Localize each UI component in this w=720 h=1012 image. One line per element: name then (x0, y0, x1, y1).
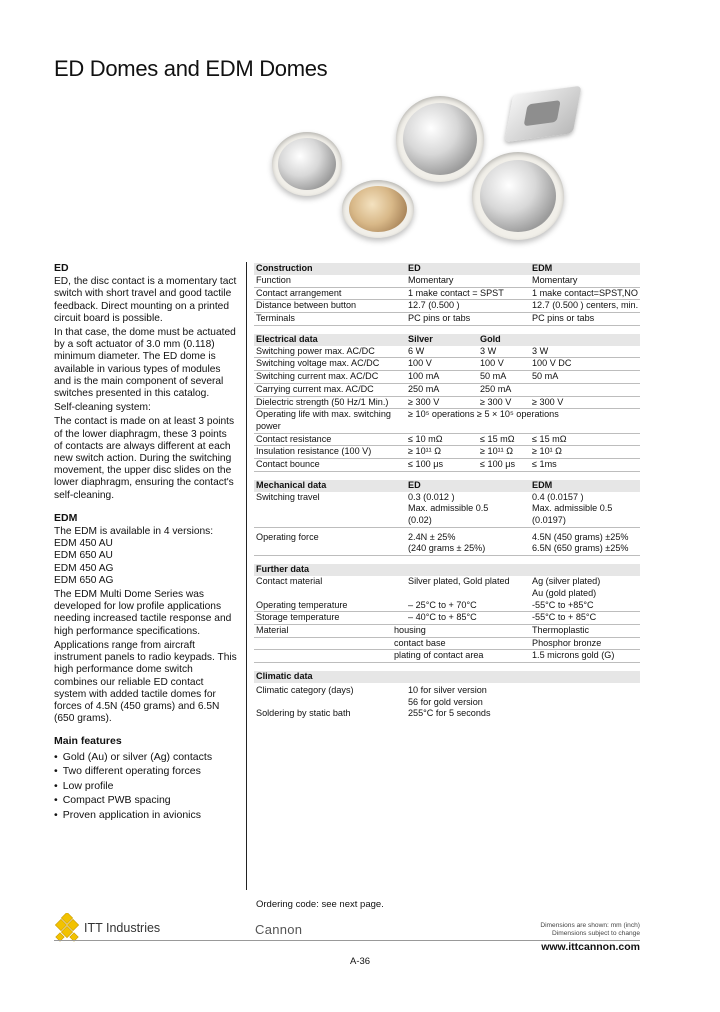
table-row (254, 685, 640, 708)
feature-item: • Gold (Au) or silver (Ag) contacts (54, 750, 238, 765)
gold-value: 3 W (480, 345, 497, 356)
row-label: Insulation resistance (100 V) (256, 446, 372, 457)
table-row (254, 708, 640, 720)
ed-paragraph: The contact is made on at least 3 points of the lower diaphragm, these 3 points of contacts are always different at each new switch action. During the switching movement, the upper disc slides on the lower diaphragm, ensuring the contact's self-cleaning. (54, 416, 235, 501)
col-ed: ED (408, 263, 421, 273)
table-row (254, 459, 640, 472)
row-label: Operating force (256, 531, 319, 542)
table-row (254, 434, 640, 447)
climatic-header (254, 671, 640, 683)
ed-value: – 40°C to + 85°C (408, 612, 477, 623)
edm-value: Au (gold plated) (532, 587, 597, 598)
silver-value: 100 mA (408, 371, 440, 382)
feature-item: • Proven application in avionics (54, 808, 238, 823)
edm-paragraph: The EDM is available in 4 versions: (54, 526, 214, 538)
electrical-header (254, 334, 640, 346)
metal-bracket (504, 86, 581, 143)
edm-dome-large (472, 152, 564, 240)
edm-value: ≥ 300 V (532, 396, 564, 407)
row-label: Switching travel (256, 491, 320, 502)
material-value: 1.5 microns gold (G) (532, 650, 615, 661)
gold-value: ≥ 300 V (480, 396, 512, 407)
edm-version: EDM 450 AG (54, 562, 114, 574)
table-row (254, 313, 640, 326)
section-title: Electrical data (256, 333, 318, 344)
material-value: Phosphor bronze (532, 637, 602, 648)
ed-value: Silver plated, Gold plated (408, 576, 510, 587)
table-row (254, 446, 640, 459)
table-row (254, 600, 640, 613)
edm-value: ≤ 15 mΩ (532, 433, 567, 444)
row-label: Operating life with max. switching (256, 409, 391, 420)
table-row (254, 612, 640, 625)
ed-value: 12.7 (0.500 ) (408, 300, 460, 311)
ed-paragraph: ED, the disc contact is a momentary tact switch with short travel and good tactile feedback. Direct mounting on a printed circuit board is possible. (54, 276, 237, 324)
table-row (254, 532, 640, 556)
row-label: Switching power max. AC/DC (256, 345, 375, 356)
edm-dome-gold (342, 180, 414, 238)
row-label: Carrying current max. AC/DC (256, 383, 374, 394)
further-header (254, 564, 640, 576)
material-part: housing (394, 624, 426, 635)
row-label: Function (256, 275, 291, 285)
ed-value: – 25°C to + 70°C (408, 599, 477, 610)
ed-dome-large (396, 96, 484, 182)
table-row (254, 576, 640, 599)
edm-value: 6.5N (650 grams) ±25% (532, 543, 629, 554)
ed-value: (0.02) (408, 515, 432, 526)
brand-name: Cannon (255, 922, 303, 937)
ordering-note: Ordering code: see next page. (256, 899, 384, 910)
note-line: Dimensions are shown: mm (inch) (540, 922, 640, 929)
row-label: Contact bounce (256, 458, 320, 469)
row-label: Distance between button (256, 300, 357, 311)
row-label: Climatic category (days) (256, 684, 354, 695)
edm-value: 12.7 (0.500 ) centers, min. (532, 300, 639, 311)
section-title: Climatic data (256, 670, 313, 681)
gold-value: ≥ 10¹¹ Ω (480, 446, 514, 457)
row-label: Switching voltage max. AC/DC (256, 358, 380, 369)
row-label: Operating temperature (256, 599, 348, 610)
silver-value: ≥ 300 V (408, 396, 440, 407)
table-row (254, 288, 640, 301)
row-label: Switching current max. AC/DC (256, 371, 379, 382)
table-row (254, 650, 640, 663)
gold-value: 50 mA (480, 371, 507, 382)
section-title: Further data (256, 564, 310, 575)
silver-value: 100 V (408, 358, 432, 369)
col-edm: EDM (532, 263, 553, 273)
edm-value: PC pins or tabs (532, 313, 595, 324)
edm-value: 3 W (532, 345, 549, 356)
construction-header (254, 263, 640, 275)
material-value: Thermoplastic (532, 624, 590, 635)
ed-value: Max. admissible 0.5 (408, 503, 489, 514)
edm-value: 0.4 (0.0157 ) (532, 491, 584, 502)
table-row (254, 397, 640, 410)
gold-value: 100 V (480, 358, 504, 369)
edm-value: (0.0197) (532, 515, 566, 526)
gold-value: ≤ 100 μs (480, 458, 516, 469)
table-row (254, 275, 640, 288)
climatic-value: 10 for silver version (408, 684, 487, 695)
table-row (254, 346, 640, 359)
row-label: Soldering by static bath (256, 708, 351, 719)
feature-item: • Low profile (54, 779, 238, 794)
row-label: Material (256, 624, 289, 635)
description-column (54, 262, 238, 822)
material-part: contact base (394, 637, 446, 648)
edm-heading: EDM (54, 511, 78, 524)
edm-value: ≥ 10¹ Ω (532, 446, 562, 457)
column-divider (246, 262, 247, 890)
material-part: plating of contact area (394, 650, 484, 661)
row-label: power (256, 420, 281, 431)
row-label: Terminals (256, 313, 295, 324)
table-row (254, 371, 640, 384)
ed-value: 0.3 (0.012 ) (408, 491, 455, 502)
edm-value: -55°C to +85°C (532, 599, 594, 610)
climatic-value: 56 for gold version (408, 696, 483, 707)
ed-value: Momentary (408, 275, 454, 285)
silver-value: ≤ 100 μs (408, 458, 444, 469)
spec-table (254, 263, 640, 720)
dimension-note (540, 922, 640, 938)
product-photo (250, 80, 640, 240)
edm-value: ≤ 1ms (532, 458, 557, 469)
edm-value: 4.5N (450 grams) ±25% (532, 531, 629, 542)
table-row (254, 384, 640, 397)
col-gold: Gold (480, 333, 501, 344)
row-label: Contact arrangement (256, 287, 342, 298)
feature-item: • Compact PWB spacing (54, 793, 238, 808)
ed-paragraph: In that case, the dome must be actuated by a soft actuator of 3.0 mm (0.118) minimum diameter. The ED dome is available in various types of modules and is the main component of several switches presented in this catalog. (54, 327, 236, 400)
features-heading: Main features (54, 735, 122, 748)
silver-value: ≤ 10 mΩ (408, 433, 443, 444)
note-line: Dimensions subject to change (552, 930, 640, 937)
mechanical-header (254, 480, 640, 492)
climatic-value: 255°C for 5 seconds (408, 708, 491, 719)
feature-item: • Two different operating forces (54, 764, 238, 779)
edm-version: EDM 650 AU (54, 550, 113, 562)
ed-value: 2.4N ± 25% (408, 531, 456, 542)
page-title: ED Domes and EDM Domes (54, 56, 328, 81)
table-row (254, 625, 640, 638)
company-name: ITT Industries (84, 921, 161, 935)
itt-logo-icon (54, 913, 82, 943)
edm-value: 50 mA (532, 371, 559, 382)
table-row (254, 300, 640, 313)
ed-heading: ED (54, 262, 69, 274)
table-row (254, 358, 640, 371)
col-ed: ED (408, 479, 421, 490)
section-title: Mechanical data (256, 479, 327, 490)
page-number: A-36 (350, 956, 371, 967)
table-row (254, 492, 640, 528)
silver-value: 6 W (408, 345, 425, 356)
edm-value: Momentary (532, 275, 578, 285)
edm-value: 100 V DC (532, 358, 572, 369)
table-row (254, 638, 640, 651)
life-value: ≥ 10⁵ operations ≥ 5 × 10⁵ operations (408, 409, 559, 420)
silver-value: 250 mA (408, 383, 440, 394)
edm-value: -55°C to + 85°C (532, 612, 597, 623)
website-link[interactable]: www.ittcannon.com (541, 941, 640, 953)
edm-value: 1 make contact=SPST,NO (532, 287, 638, 298)
ed-value: 1 make contact = SPST (408, 287, 504, 298)
table-row (254, 409, 640, 433)
features-list (54, 750, 238, 823)
ed-value: (240 grams ± 25%) (408, 543, 486, 554)
edm-value: Ag (silver plated) (532, 576, 601, 587)
col-silver: Silver (408, 333, 433, 344)
silver-value: ≥ 10¹¹ Ω (408, 446, 442, 457)
row-label: Contact resistance (256, 433, 332, 444)
gold-value: ≤ 15 mΩ (480, 433, 515, 444)
edm-paragraph: Applications range from aircraft instrument panels to radio keypads. This high performance dome switch combines our reliable ED contact system with added tactile domes for forces of 4.5N (450 grams) and 6.5N (650 grams). (54, 639, 237, 725)
row-label: Storage temperature (256, 612, 340, 623)
col-edm: EDM (532, 479, 553, 490)
row-label: Contact material (256, 576, 323, 587)
ed-paragraph: Self-cleaning system: (54, 402, 151, 414)
edm-value: Max. admissible 0.5 (532, 503, 613, 514)
ed-dome-small (272, 132, 342, 196)
ed-value: PC pins or tabs (408, 313, 471, 324)
gold-value: 250 mA (480, 383, 512, 394)
row-label: Dielectric strength (50 Hz/1 Min.) (256, 396, 389, 407)
edm-version: EDM 450 AU (54, 538, 113, 550)
section-title: Construction (256, 263, 313, 273)
edm-version: EDM 650 AG (54, 574, 114, 586)
edm-paragraph: The EDM Multi Dome Series was developed for low profile applications needing increased tactile response and high performance specifications. (54, 589, 232, 637)
